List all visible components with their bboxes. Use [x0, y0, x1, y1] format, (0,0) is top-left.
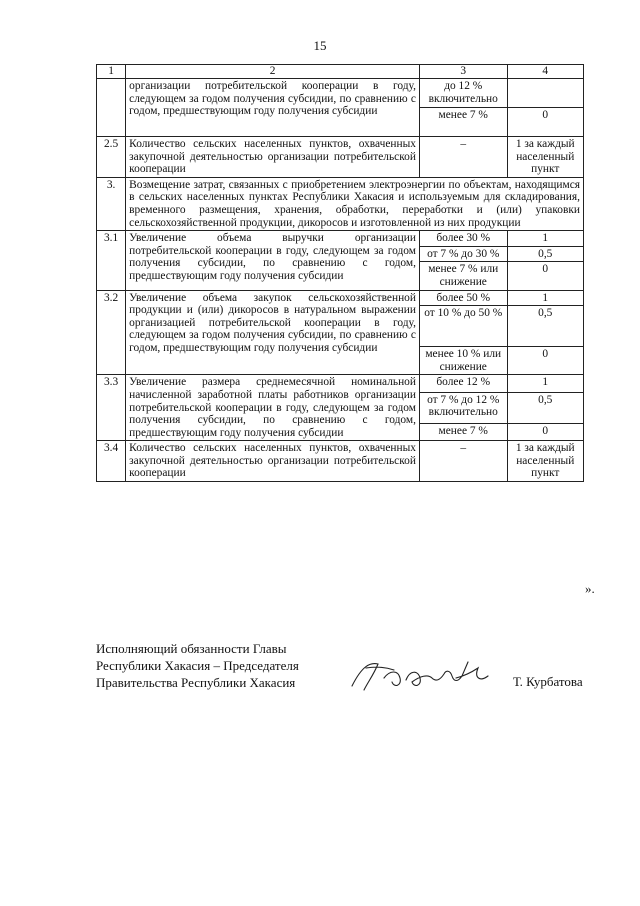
row-criterion: менее 10 % или снижение [419, 347, 507, 375]
row-score: 0 [507, 423, 584, 440]
row-description: Увеличение объема закупок сельскохозяйственной продукции и (или) дикоросов в натуральном выражении организацией потребительской кооперации в году, следующем за годом получения субсидии, по сравнению с годом, предшествующим году получения субсидии [126, 290, 420, 375]
row-description: Количество сельских населенных пунктов, охваченных закупочной деятельностью организации потребительской кооперации [126, 137, 420, 178]
row-score: 0,5 [507, 246, 584, 262]
row-number: 3.4 [97, 441, 126, 482]
table-row [97, 375, 584, 392]
row-description: Количество сельских населенных пунктов, охваченных закупочной деятельностью организации потребительской кооперации [126, 441, 420, 482]
signatory-title-line: Республики Хакасия – Председателя [96, 658, 299, 673]
row-criterion: более 12 % [419, 375, 507, 392]
header-col-1: 1 [97, 65, 126, 79]
row-description: Увеличение объема выручки организации потребительской кооперации в году, следующем за годом получения субсидии, по сравнению с годом, предшествующим году получения субсидии [126, 231, 420, 290]
row-score: 1 [507, 375, 584, 392]
row-number: 3.1 [97, 231, 126, 290]
table-row [97, 290, 584, 306]
table-row [97, 137, 584, 178]
page-number: 15 [313, 38, 327, 53]
row-description: организации потребительской кооперации в году, следующем за годом получения субсидии, по сравнению с годом, предшествующим году получения субсидии [126, 79, 420, 137]
row-number: 3.3 [97, 375, 126, 441]
row-criterion: от 7 % до 12 % включительно [419, 392, 507, 423]
signatory-title [96, 640, 299, 691]
row-criterion: менее 7 % [419, 108, 507, 137]
row-criterion: от 7 % до 30 % [419, 246, 507, 262]
row-criterion: – [419, 137, 507, 178]
header-col-3: 3 [419, 65, 507, 79]
row-score: 0 [507, 262, 584, 290]
row-criterion: до 12 % включительно [419, 79, 507, 108]
header-col-2: 2 [126, 65, 420, 79]
table-row [97, 79, 584, 108]
row-number: 2.5 [97, 137, 126, 178]
signatory-name: Т. Курбатова [513, 674, 583, 689]
row-score [507, 79, 584, 108]
row-criterion: от 10 % до 50 % [419, 306, 507, 347]
table-row [97, 177, 584, 230]
row-score: 1 [507, 231, 584, 247]
row-score: 1 [507, 290, 584, 306]
header-col-4: 4 [507, 65, 584, 79]
row-score: 0 [507, 108, 584, 137]
row-criterion: менее 7 % или снижение [419, 262, 507, 290]
row-score: 0,5 [507, 306, 584, 347]
row-criterion: более 50 % [419, 290, 507, 306]
row-number: 3.2 [97, 290, 126, 375]
closing-quote-mark: ». [585, 581, 595, 596]
table-row [97, 231, 584, 247]
row-score: 1 за каждый населенный пункт [507, 441, 584, 482]
row-description: Увеличение размера среднемесячной номинальной начисленной заработной платы работников организации потребительской кооперации в году, следующем за годом получения субсидии, по сравнению с годом, предшествующим году получения субсидии [126, 375, 420, 441]
row-description: Возмещение затрат, связанных с приобретением электроэнергии по объектам, находящимся в сельских населенных пунктах Республики Хакасия и используемым для складирования, временного размещения, хранения, обработки, переработки и (или) упаковки сельскохозяйственной продукции, дикоросов и изготовленной из них продукции [126, 177, 584, 230]
handwritten-signature [348, 656, 498, 696]
row-number: 3. [97, 177, 126, 230]
row-criterion: более 30 % [419, 231, 507, 247]
row-number [97, 79, 126, 137]
row-score: 0,5 [507, 392, 584, 423]
criteria-table [96, 64, 584, 482]
signatory-title-line: Правительства Республики Хакасия [96, 675, 296, 690]
table-row [97, 441, 584, 482]
row-score: 0 [507, 347, 584, 375]
table-header-row [97, 65, 584, 79]
row-score: 1 за каждый населенный пункт [507, 137, 584, 178]
signatory-title-line: Исполняющий обязанности Главы [96, 641, 287, 656]
row-criterion: – [419, 441, 507, 482]
row-criterion: менее 7 % [419, 423, 507, 440]
